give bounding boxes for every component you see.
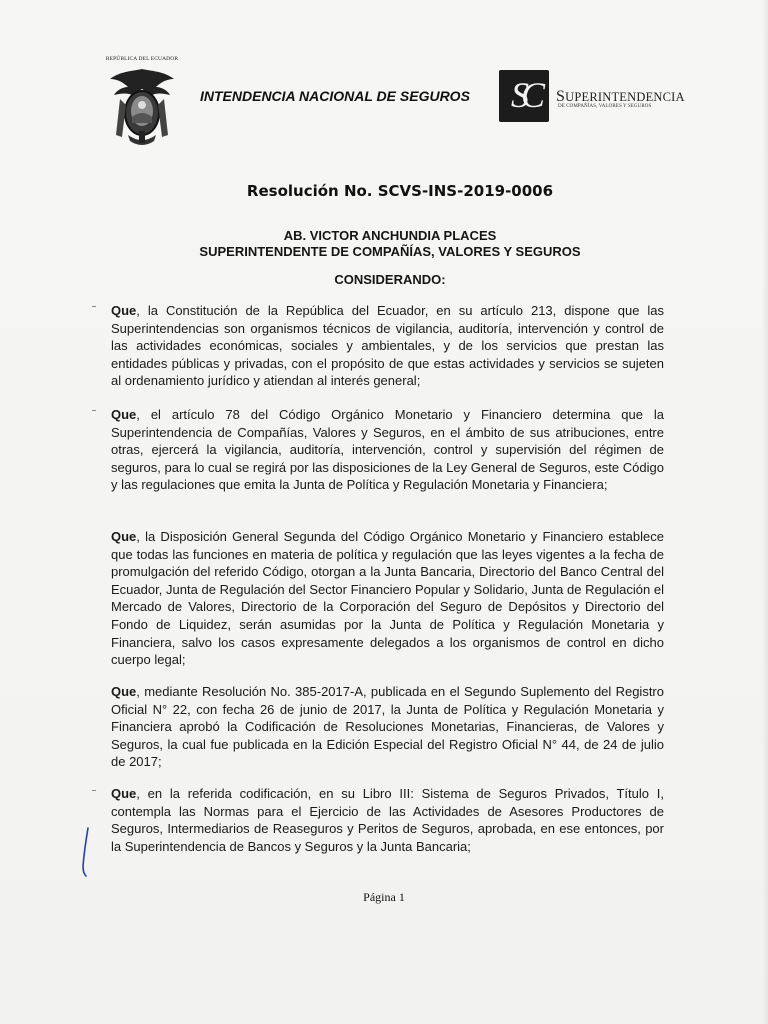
margin-tick	[92, 790, 96, 791]
paragraph-text: , la Constitución de la República del Ecuador, en su artículo 213, dispone que las Superintendencias son organismos técnicos de vigilancia, auditoría, intervención y control de las actividades económicas, sociales y ambientales, y de los servicios que prestan las entidades públicas y privadas, con el propósito de que estas actividades y servicios se sujeten al ordenamiento jurídico y atiendan al interés general;	[111, 303, 664, 389]
page-number: Página 1	[363, 890, 405, 904]
margin-tick	[92, 306, 96, 307]
margin-tick	[92, 410, 96, 411]
paragraph-lead: Que	[111, 407, 137, 422]
resolution-title: Resolución No. SCVS-INS-2019-0006	[246, 182, 554, 200]
paragraph-text: , mediante Resolución No. 385-2017-A, publicada en el Segundo Suplemento del Registro Oficial N° 22, con fecha 26 de junio de 2017, la Junta de Política y Regulación Monetaria y Financiera aprobó la Codificación de Resoluciones Monetarias, Financieras, de Valores y Seguros, la cual fue publicada en la Edición Especial del Registro Oficial N° 44, de 24 de julio de 2017;	[111, 684, 664, 770]
superintendencia-name: SUPERINTENDENCIA	[556, 88, 685, 105]
signatory-position: SUPERINTENDENTE DE COMPAÑÍAS, VALORES Y SEGUROS	[199, 244, 581, 259]
paragraph-text: , la Disposición General Segunda del Código Orgánico Monetario y Financiero establece que todas las funciones en materia de política y regulación que las leyes vigentes a la fecha de promulgación del referido Código, otorgan a la Junta Bancaria, Directorio del Banco Central del Ecuador, Junta de Regulación del Sector Financiero Popular y Solidario, Junta de Regulación el Mercado de Valores, Directorio de la Corporación del Seguro de Depósitos y Directorio del Fondo de Liquidez, serán asumidas por la Junta de Política y Regulación Monetaria y Financiera, salvo los casos expresamente delegados a los organismos de control en dicho cuerpo legal;	[111, 529, 664, 668]
paragraph-text: , en la referida codificación, en su Libro III: Sistema de Seguros Privados, Título I, contempla las Normas para el Ejercicio de las Actividades de Asesores Productores de Seguros, Intermediarios de Reaseguros y Peritos de Seguros, aprobada, en ese entonces, por la Superintendencia de Bancos y Seguros y la Junta Bancaria;	[111, 786, 664, 854]
paragraph-3	[111, 528, 664, 669]
paragraph-lead: Que	[111, 786, 137, 801]
paragraph-5	[111, 785, 664, 855]
department-name: INTENDENCIA NACIONAL DE SEGUROS	[200, 88, 470, 104]
coat-of-arms-icon	[106, 65, 178, 149]
paragraph-lead: Que	[111, 529, 137, 544]
sc-logo-icon	[499, 70, 549, 122]
coat-of-arms	[104, 56, 180, 148]
paragraph-text: , el artículo 78 del Código Orgánico Monetario y Financiero determina que la Superintendencia de Compañías, Valores y Seguros, en el ámbito de sus atribuciones, entre otras, ejercerá la vigilancia, auditoría, intervención, control y supervisión del régimen de seguros, para lo cual se regirá por las disposiciones de la Ley General de Seguros, este Código y las regulaciones que emita la Junta de Política y Regulación Monetaria y Financiera;	[111, 407, 664, 493]
pen-mark-icon	[78, 826, 94, 878]
sc-logo-text: SC	[510, 75, 537, 115]
document-header	[0, 50, 768, 150]
signatory-name: AB. VICTOR ANCHUNDIA PLACES	[283, 228, 497, 243]
paragraph-lead: Que	[111, 303, 137, 318]
page-edge-shadow	[762, 0, 768, 1024]
paragraph-1	[111, 302, 664, 390]
considerando-heading: CONSIDERANDO:	[334, 272, 446, 287]
superintendencia-subtitle: DE COMPAÑÍAS, VALORES Y SEGUROS	[558, 104, 652, 109]
coat-of-arms-label: REPÚBLICA DEL ECUADOR	[105, 56, 179, 62]
paragraph-lead: Que	[111, 684, 137, 699]
paragraph-2	[111, 406, 664, 494]
paragraph-4	[111, 683, 664, 771]
